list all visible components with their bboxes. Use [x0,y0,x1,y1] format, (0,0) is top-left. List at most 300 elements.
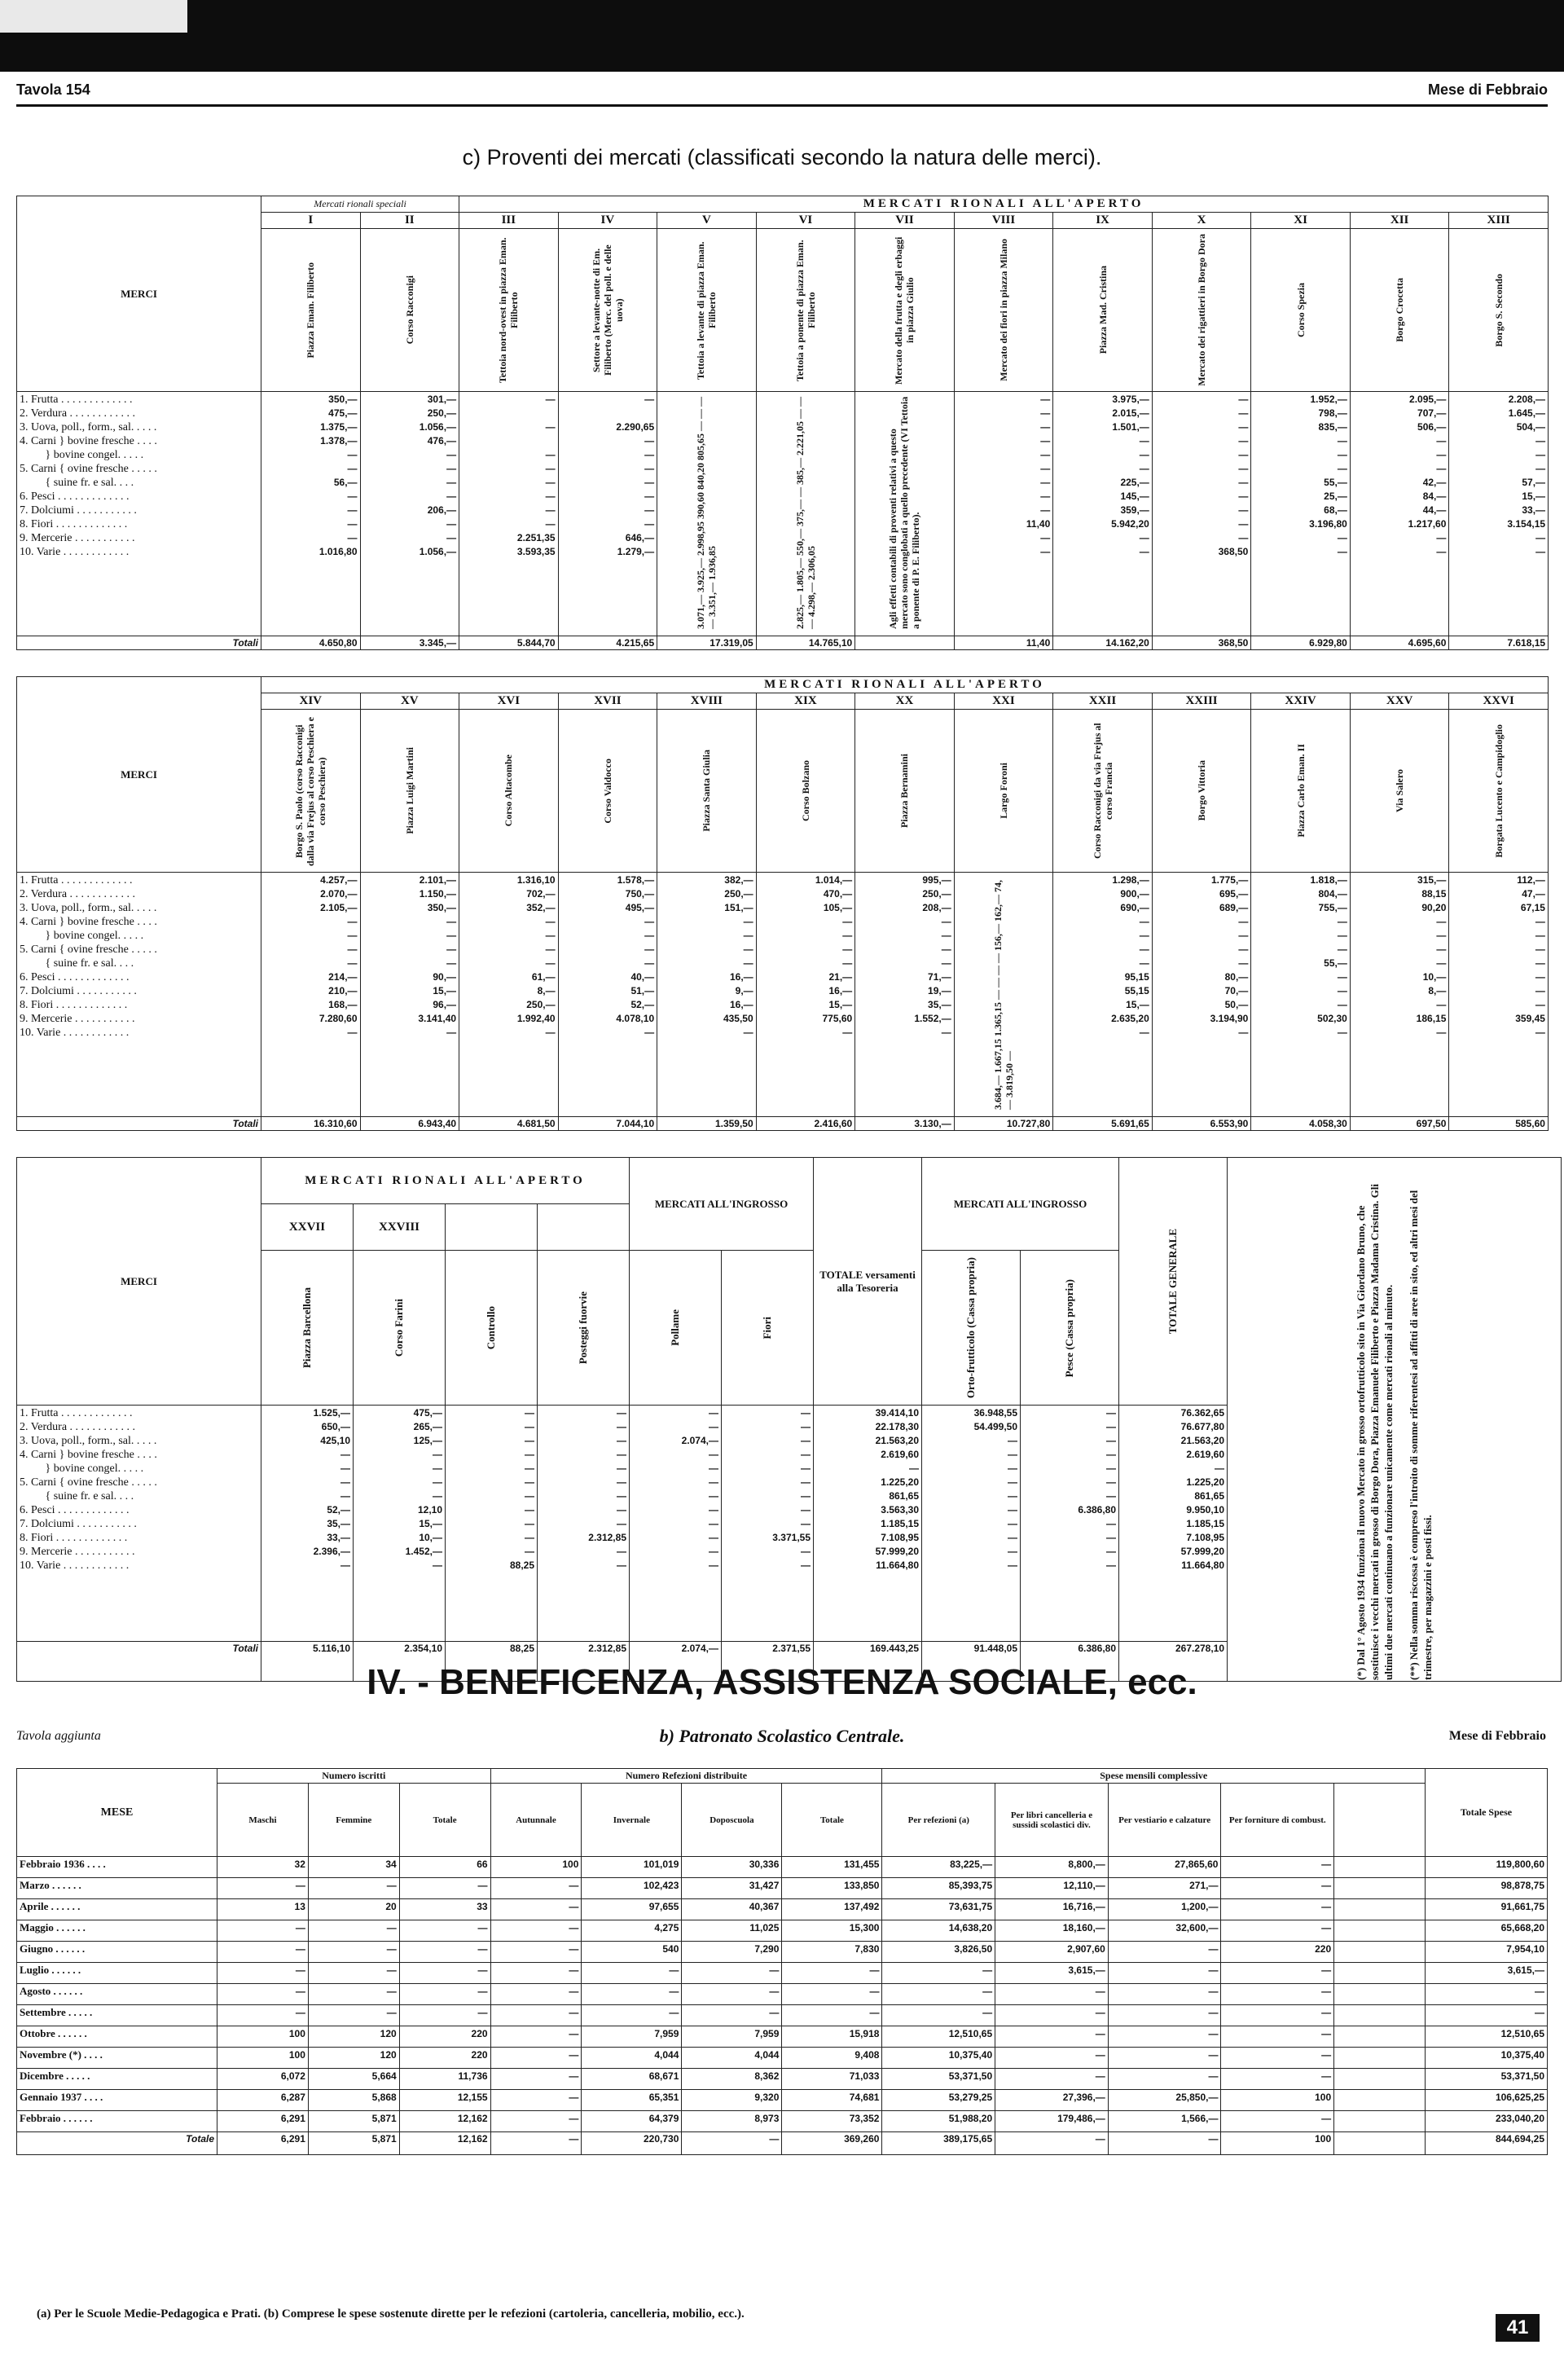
market-numeral: I [261,213,361,229]
cell-value: 74,681 [782,2090,882,2111]
cell-value: 53,371,50 [882,2069,995,2090]
market-name [538,1251,630,1406]
market-name-text: Tettoia a levante di piazza Eman. Filiberto [695,240,718,380]
cell-value: 51,988,20 [882,2111,995,2132]
merged-note: 3.071,— 3.925,— 2.998,95 390,60 840,20 805,65 — — — — 3.351,— 1.936,85 [695,397,718,629]
cell-value: 3,826,50 [882,1942,995,1963]
total-value: — [490,2132,582,2155]
total-value: 369,260 [782,2132,882,2155]
cell-value: 64,379 [582,2111,682,2132]
market-name-text: Corso Valdocco [601,758,613,824]
market-name-text: Borgo Crocetta [1394,278,1406,342]
cell-value: 85,393,75 [882,1878,995,1899]
blank-header [538,1204,630,1251]
market-name [1251,710,1351,873]
cell-value: 13 [217,1899,309,1920]
cell-value [1334,2090,1426,2111]
markets-table-1 [16,196,1549,650]
total-value: 14.162,20 [1053,636,1153,650]
market-name-text: Tettoia nord-ovest in piazza Eman. Filiberto [497,237,521,383]
market-name-text: Corso Racconigi [403,275,415,345]
market-numeral: V [657,213,757,229]
scan-tab [0,0,187,33]
totals-row [17,636,1549,650]
cell-value: 53,279,25 [882,2090,995,2111]
market-name-text: Posteggi fuorvie [577,1291,589,1365]
total-value: 6.929,80 [1251,636,1351,650]
cell-value: — [1425,2005,1547,2026]
cell-value: — [490,1920,582,1942]
cell-value: 73,352 [782,2111,882,2132]
cell-value: 97,655 [582,1899,682,1920]
cell-value: 32,600,— [1108,1920,1221,1942]
total-value: 220,730 [582,2132,682,2155]
cell-value: 1,566,— [1108,2111,1221,2132]
total-value: 1.359,50 [657,1117,757,1131]
merged-note-cell [855,392,955,636]
cell-value: 27,865,60 [1108,1857,1221,1878]
cell-value: — [995,2005,1109,2026]
cell-value: 53,371,50 [1425,2069,1547,2090]
cell-value: — [782,1963,882,1984]
column-header: Maschi [217,1784,309,1857]
market-values: 1.818,— 804,— 755,— — — — 55,— — — — 502,30 — [1251,873,1351,1117]
totals-label: Totali [17,1642,261,1682]
cell-value: — [995,1984,1109,2005]
total-value: 844,694,25 [1425,2132,1547,2155]
market-numeral: IV [558,213,657,229]
market-name-text: Via Salero [1394,769,1406,812]
total-value: 697,50 [1350,1117,1449,1131]
market-values: 4.257,— 2.070,— 2.105,— — — — — 214,— 210,— 168,— 7.280,60 — [261,873,361,1117]
cell-value: — [490,2048,582,2069]
cell-value: 7,954,10 [1425,1942,1547,1963]
group-totale-spese: Totale Spese [1425,1769,1547,1857]
cell-value: 179,486,— [995,2111,1109,2132]
market-name [756,229,855,392]
total-value: 389,175,65 [882,2132,995,2155]
cell-value: — [1221,1857,1334,1878]
month-name: Giugno . . . . . . [17,1942,217,1963]
group-ingrosso: MERCATI ALL'INGROSSO [630,1158,814,1251]
cell-value: 120 [308,2026,399,2048]
blank-header [446,1204,538,1251]
market-values: — — 2.074,— — — — — — — — — — [630,1406,722,1642]
cell-value: 5,664 [308,2069,399,2090]
cell-value: 7,959 [682,2026,782,2048]
group-header-row [17,1158,1562,1204]
month-label: Mese di Febbraio [1427,81,1548,98]
column-header: Femmine [308,1784,399,1857]
cell-value: — [1221,1878,1334,1899]
market-name-text: Piazza Carlo Eman. II [1294,744,1307,838]
cell-value: — [217,1963,309,1984]
cell-value: 25,850,— [1108,2090,1221,2111]
section-iv-month: Mese di Febbraio [1448,1729,1546,1743]
cell-value [1334,2026,1426,2048]
cell-value: 9,320 [682,2090,782,2111]
cell-value: 31,427 [682,1878,782,1899]
cell-value: — [490,1963,582,1984]
cell-value: 91,661,75 [1425,1899,1547,1920]
cell-value [1334,1878,1426,1899]
table-row [17,2026,1548,2048]
total-value: 2.354,10 [354,1642,446,1682]
column-header: Per vestiario e calzature [1108,1784,1221,1857]
total-value: 6,291 [217,2132,309,2155]
market-values: 76.362,65 76.677,80 21.563,20 2.619,60 — 1.225,20 861,65 9.950,10 1.185,15 7.108,95 57.999,20 11.664,80 [1119,1406,1228,1642]
cell-value: 3,615,— [1425,1963,1547,1984]
total-value: 16.310,60 [261,1117,361,1131]
market-name [1053,229,1153,392]
total-value: 4.650,80 [261,636,361,650]
merged-note: 2.825,— 1.805,— 550,— 375,— — 385,— 2.221,05 — — — 4.298,— 2.306,05 [793,397,817,629]
market-name [855,229,955,392]
totals-row [17,1117,1549,1131]
market-name [558,229,657,392]
total-value: 11,40 [954,636,1053,650]
total-value: 7.044,10 [558,1117,657,1131]
market-name [922,1251,1021,1406]
cell-value: — [1221,1984,1334,2005]
cell-value [1334,1963,1426,1984]
cell-value: 11,736 [399,2069,490,2090]
market-values: 1.316,10 702,— 352,— — — — — 61,— 8,— 250,— 1.992,40 — [459,873,559,1117]
totals-row [17,2132,1548,2155]
market-values: 1.525,— 650,— 425,10 — — — — 52,— 35,— 33,— 2.396,— — [261,1406,354,1642]
cell-value: 106,625,25 [1425,2090,1547,2111]
market-name-text: Piazza Barcellona [301,1287,313,1369]
totals-label: Totale [17,2132,217,2155]
table-row [17,1963,1548,1984]
cell-value: — [1221,2111,1334,2132]
cell-value: — [1108,2069,1221,2090]
market-name [1251,229,1351,392]
merged-note-cell [756,392,855,636]
market-name-text: Corso Altacombe [503,754,515,827]
cell-value: 4,044 [582,2048,682,2069]
column-header: Per libri cancelleria e sussidi scolastici div. [995,1784,1109,1857]
market-values: — 2.290,65 — — — — — — — 646,— 1.279,— [558,392,657,636]
total-value: 4.681,50 [459,1117,559,1131]
cell-value: — [490,2090,582,2111]
market-numeral: II [360,213,459,229]
market-numeral: XXI [954,693,1053,710]
cell-value: — [490,1899,582,1920]
month-name: Maggio . . . . . . [17,1920,217,1942]
column-header: Autunnale [490,1784,582,1857]
table-row [17,2111,1548,2132]
cell-value: — [308,1984,399,2005]
market-name [360,710,459,873]
group-iscritti: Numero iscritti [217,1769,491,1784]
total-value: 100 [1221,2132,1334,2155]
market-name [756,710,855,873]
market-name [558,710,657,873]
column-header: Per forniture di combust. [1221,1784,1334,1857]
market-name-text: Corso Farini [393,1299,405,1357]
market-values: 382,— 250,— 151,— — — — — 16,— 9,— 16,— 435,50 — [657,873,757,1117]
cell-value: — [217,1984,309,2005]
cell-value: 12,110,— [995,1878,1109,1899]
section-iv-subtitle: b) Patronato Scolastico Centrale. [659,1726,905,1746]
cell-value: — [1108,1963,1221,1984]
page-number: 41 [1496,2314,1540,2342]
market-numeral: XV [360,693,459,710]
total-value: 4.215,65 [558,636,657,650]
market-values: — — — — — — — 6.386,80 — — — — [1021,1406,1119,1642]
market-values: — — — — — — — — — 11,40 — — [954,392,1053,636]
cell-value: 71,033 [782,2069,882,2090]
cell-value: — [308,1920,399,1942]
group-open: MERCATI RIONALI ALL'APERTO [261,677,1549,693]
cell-value: — [399,1942,490,1963]
cell-value: — [490,1984,582,2005]
market-name [1021,1251,1119,1406]
cell-value: 65,668,20 [1425,1920,1547,1942]
cell-value: — [682,2005,782,2026]
total-value: 2.416,60 [756,1117,855,1131]
cell-value: 5,868 [308,2090,399,2111]
cell-value: — [1108,1984,1221,2005]
cell-value: 12,162 [399,2111,490,2132]
cell-value: — [308,2005,399,2026]
market-name [446,1251,538,1406]
cell-value: — [490,2005,582,2026]
cell-value: 12,510,65 [1425,2026,1547,2048]
cell-value: 1,200,— [1108,1899,1221,1920]
total-value: 6.553,90 [1152,1117,1251,1131]
cell-value: 133,850 [782,1878,882,1899]
market-numeral: XIII [1449,213,1549,229]
cell-value: 7,959 [582,2026,682,2048]
month-name: Febbraio 1936 . . . . [17,1857,217,1878]
total-value: 5.116,10 [261,1642,354,1682]
group-header-row [17,1769,1548,1784]
note-2: (**) Nella somma riscossa è compreso l'introito di somme riferentesi ad affitti di aree in sito, ed altri mesi del trimestre, per magazzini e posti fissi. [1408,1190,1434,1680]
market-values: — — — — — — — — 2.251,35 3.593,35 [459,392,559,636]
month-name: Ottobre . . . . . . [17,2026,217,2048]
cell-value: — [490,2069,582,2090]
cell-value: — [399,1984,490,2005]
cell-value [1334,2005,1426,2026]
total-value: — [995,2132,1109,2155]
cell-value: — [782,2005,882,2026]
table-number: Tavola 154 [16,81,90,98]
group-ingrosso-2: MERCATI ALL'INGROSSO [922,1158,1119,1251]
cell-value: — [995,2026,1109,2048]
market-numeral: XXVII [261,1204,354,1251]
cell-value: 271,— [1108,1878,1221,1899]
cell-value: 101,019 [582,1857,682,1878]
cell-value: — [1108,1942,1221,1963]
market-name-text: Orto-frutticolo (Cassa propria) [964,1257,978,1399]
cell-value: 40,367 [682,1899,782,1920]
group-open: MERCATI RIONALI ALL'APERTO [459,196,1549,213]
month-name: Febbraio . . . . . . [17,2111,217,2132]
cell-value: 7,830 [782,1942,882,1963]
market-name-text: Pollame [669,1309,681,1347]
cell-value [1334,1984,1426,2005]
table-row [17,1920,1548,1942]
cell-value: 11,025 [682,1920,782,1942]
market-name-text: Pesce (Cassa propria) [1063,1278,1076,1378]
total-value: 88,25 [446,1642,538,1682]
total-value: 17.319,05 [657,636,757,650]
market-name-text: Corso Racconigi da via Frejus al corso Francia [1091,723,1114,859]
market-values: 3.975,— 2.015,— 1.501,— — — — 225,— 145,— 359,— 5.942,20 — — [1053,392,1153,636]
table-row [17,2005,1548,2026]
market-numeral: VI [756,213,855,229]
market-values: 475,— 265,— 125,— — — — — 12,10 15,— 10,— 1.452,— — [354,1406,446,1642]
cell-value [1334,2111,1426,2132]
goods-list: 1. Frutta . . . . . . . . . . . . . 2. Verdura . . . . . . . . . . . . 3. Uova, poll., form., sal. . . . . 4. Carni } bovine fresche . . . . } bovine congel. . . . . 5. Carni { ovine fresche . . . . . { suine fr. e sal. . . . 6. Pesci . . . . . . . . . . . . . 7. Dolciumi . . . . . . . . . . . 8. Fiori . . . . . . . . . . . . . 9. Mercerie . . . . . . . . . . . 10. Varie . . . . . . . . . . . . [17,1406,261,1642]
total-value: 2.371,55 [722,1642,814,1682]
month-name: Gennaio 1937 . . . . [17,2090,217,2111]
cell-value: 8,362 [682,2069,782,2090]
total-value: 3.345,— [360,636,459,650]
market-name-text: Fiori [761,1317,773,1340]
market-values: 112,— 47,— 67,15 — — — — — — — 359,45 — [1449,873,1549,1117]
market-name-text: Piazza Mad. Cristina [1096,266,1109,354]
group-special: Mercati rionali speciali [261,196,459,213]
cell-value: — [308,1878,399,1899]
cell-value: 100 [217,2048,309,2069]
month-name: Marzo . . . . . . [17,1878,217,1899]
cell-value: — [399,2005,490,2026]
section-iv-title: IV. - BENEFICENZA, ASSISTENZA SOCIALE, ecc. [367,1662,1197,1702]
cell-value: — [217,1942,309,1963]
cell-value: 4,275 [582,1920,682,1942]
cell-value: 102,423 [582,1878,682,1899]
market-values: 36.948,55 54.499,50 — — — — — — — — — — [922,1406,1021,1642]
cell-value [1334,1857,1426,1878]
cell-value: — [582,2005,682,2026]
cell-value: 32 [217,1857,309,1878]
cell-value: — [308,1942,399,1963]
total-value: — [682,2132,782,2155]
table-row [17,2069,1548,2090]
market-numeral: XI [1251,213,1351,229]
market-values: 2.101,— 1.150,— 350,— — — — — 90,— 15,— 96,— 3.141,40 — [360,873,459,1117]
total-value: 6.386,80 [1021,1642,1119,1682]
market-name-text: Mercato dei fiori in piazza Milano [998,239,1009,381]
total-value: 585,60 [1449,1117,1549,1131]
total-value: — [1108,2132,1221,2155]
cell-value: — [1108,2026,1221,2048]
cell-value: — [1108,2005,1221,2026]
cell-value: 98,878,75 [1425,1878,1547,1899]
market-values: 301,— 250,— 1.056,— 476,— — — — — 206,— — — 1.056,— [360,392,459,636]
total-value: 267.278,10 [1119,1642,1228,1682]
market-numeral: XXIV [1251,693,1351,710]
cell-value: 8,800,— [995,1857,1109,1878]
group-totale: TOTALE versamenti alla Tesoreria [814,1158,922,1406]
month-name: Aprile . . . . . . [17,1899,217,1920]
cell-value: 10,375,40 [1425,2048,1547,2069]
cell-value: 540 [582,1942,682,1963]
market-values: 350,— 475,— 1.375,— 1.378,— — — 56,— — — — — 1.016,80 [261,392,361,636]
cell-value: 100 [1221,2090,1334,2111]
merci-header: MERCI [17,677,261,873]
cell-value: 100 [490,1857,582,1878]
cell-value: 83,225,— [882,1857,995,1878]
cell-value: — [582,1984,682,2005]
cell-value: 12,155 [399,2090,490,2111]
cell-value [1334,1942,1426,1963]
cell-value: 7,290 [682,1942,782,1963]
cell-value: — [217,2005,309,2026]
cell-value: — [1221,2069,1334,2090]
cell-value: 6,287 [217,2090,309,2111]
total-value: 91.448,05 [922,1642,1021,1682]
table-row [17,1984,1548,2005]
cell-value: 18,160,— [995,1920,1109,1942]
blank-header [1334,1784,1426,1857]
cell-value: 20 [308,1899,399,1920]
market-name [459,710,559,873]
market-numeral: XVI [459,693,559,710]
cell-value: — [995,2069,1109,2090]
market-name-text: Piazza Bernamini [898,754,911,828]
market-values: 2.095,— 707,— 506,— — — — 42,— 84,— 44,— 1.217,60 — — [1350,392,1449,636]
market-name-text: Settore a levante-notte di Em. Filiberto (Merc. del poll. e delle uova) [590,244,625,376]
cell-value: 120 [308,2048,399,2069]
merged-note: 3.684,— 1.667,15 1.365,15 — — — — 156,— 162,— 74,— 3.819,50 — [991,880,1015,1110]
cell-value: 5,871 [308,2111,399,2132]
market-values: 39.414,10 22.178,30 21.563,20 2.619,60 — 1.225,20 861,65 3.563,30 1.185,15 7.108,95 57.999,20 11.664,80 [814,1406,922,1642]
cell-value: 15,918 [782,2026,882,2048]
cell-value: — [682,1963,782,1984]
market-name-text: Borgo S. Secondo [1492,273,1505,347]
cell-value: 68,671 [582,2069,682,2090]
section-c-title: c) Proventi dei mercati (classificati secondo la natura delle merci). [462,145,1102,169]
cell-value: 65,351 [582,2090,682,2111]
market-name [1449,710,1549,873]
total-value: 12,162 [399,2132,490,2155]
market-numeral: XXVI [1449,693,1549,710]
total-value: 5,871 [308,2132,399,2155]
market-values: — — — — — — — — — — — 368,50 [1152,392,1251,636]
cell-value: 66 [399,1857,490,1878]
total-value [855,636,955,650]
month-name: Novembre (*) . . . . [17,2048,217,2069]
total-value [1334,2132,1426,2155]
data-row [17,392,1549,636]
notes-cell [1228,1158,1562,1682]
total-value: 6.943,40 [360,1117,459,1131]
markets-table-2 [16,676,1549,1131]
market-numeral: X [1152,213,1251,229]
total-value: 3.130,— [855,1117,955,1131]
total-value: 5.691,65 [1053,1117,1153,1131]
market-values: 1.578,— 750,— 495,— — — — — 40,— 51,— 52,— 4.078,10 — [558,873,657,1117]
market-name [354,1251,446,1406]
cell-value: 16,716,— [995,1899,1109,1920]
market-name-text: Corso Bolzano [799,760,811,821]
merged-note-cell [954,873,1053,1117]
cell-value: 220 [1221,1942,1334,1963]
market-name [1449,229,1549,392]
market-values: 1.952,— 798,— 835,— — — — 55,— 25,— 68,— 3.196,80 — — [1251,392,1351,636]
market-name-text: Borgo S. Paolo (corso Racconigi dalla via Frejus al corso Peschiera e corso Peschiera) [293,715,328,866]
cell-value: — [1221,1963,1334,1984]
market-name [1350,229,1449,392]
market-numeral: XII [1350,213,1449,229]
cell-value: — [782,1984,882,2005]
market-numeral: VIII [954,213,1053,229]
totale-generale-header [1119,1158,1228,1406]
